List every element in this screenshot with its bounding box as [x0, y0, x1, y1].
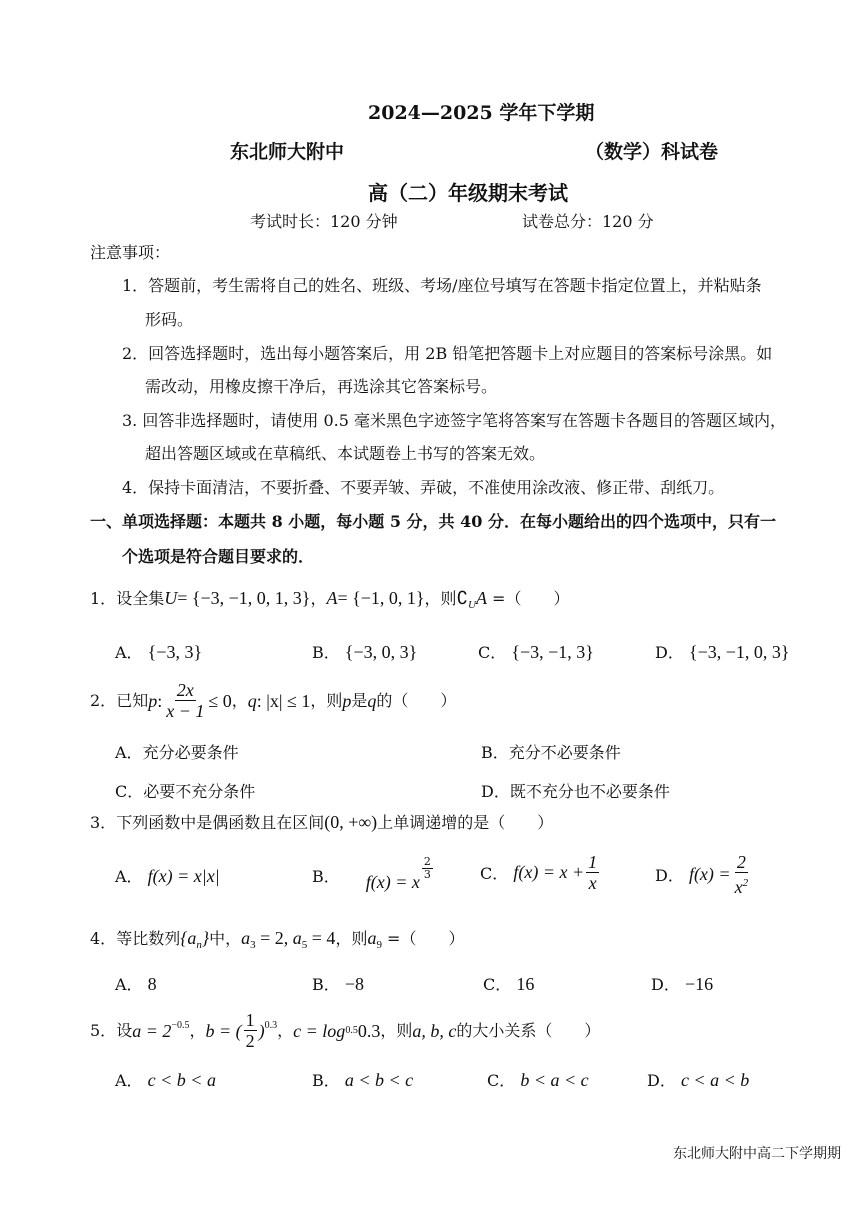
- question-1: [90, 588, 569, 615]
- option-value: {−3, −1, 3}: [511, 642, 594, 662]
- question-text: ，则: [310, 690, 343, 710]
- math-expr: b = (: [205, 1020, 242, 1041]
- option-value: c < a < b: [680, 1070, 750, 1090]
- question-text: 等比数列: [116, 929, 181, 948]
- math-expr: ≤ 0: [208, 690, 232, 711]
- fraction: [733, 852, 751, 897]
- option-label: B．: [312, 643, 340, 662]
- option-value: 16: [516, 974, 535, 994]
- q2-option-c[interactable]: [115, 779, 255, 802]
- note-2-line2: 需改动，用橡皮擦干净后，再选涂其它答案标号。: [145, 377, 498, 396]
- fraction-denominator: x − 1: [166, 701, 205, 721]
- question-text: 设全集: [116, 589, 165, 608]
- fraction-denominator: 3: [423, 868, 431, 881]
- note-3-line1: 3. 回答非选择题时，请使用 0.5 毫米黑色字迹签字笔将答案写在答题卡各题目的答题区域内，: [122, 411, 786, 430]
- math-var: A: [475, 588, 487, 608]
- school-name: 东北师大附中: [230, 141, 345, 163]
- math-expr: = {−3, −1, 0, 1, 3}: [177, 588, 311, 608]
- option-value: {−3, 3}: [147, 642, 203, 662]
- note-2-line1: 2．回答选择题时，选出每小题答案后，用 2B 铅笔把答题卡上对应题目的答案标号涂黑。如: [122, 344, 773, 363]
- option-label: C．: [480, 864, 509, 883]
- option-label: D．: [655, 866, 684, 885]
- math-var: U: [164, 588, 178, 608]
- page-footer: 东北师大附中高二下学期期: [673, 1146, 841, 1162]
- option-label: C．: [483, 975, 512, 994]
- q1-option-d[interactable]: [655, 640, 790, 663]
- q2-option-d[interactable]: [481, 779, 670, 802]
- option-value: f(x) = x: [365, 872, 420, 892]
- math-expr: 0.3: [357, 1020, 381, 1041]
- option-value: 必要不充分条件: [143, 782, 256, 801]
- exponent-fraction: [422, 856, 433, 881]
- question-text: 设: [116, 1020, 133, 1040]
- option-value: 既不充分也不必要条件: [509, 782, 670, 801]
- q5-option-c[interactable]: [487, 1068, 589, 1091]
- question-text: 的大小关系（ ）: [456, 1020, 601, 1040]
- note-3-line2: 超出答题区域或在草稿纸、本试题卷上书写的答案无效。: [145, 444, 546, 463]
- fraction-numerator: 1: [245, 1010, 255, 1030]
- math-expr: a = 2: [132, 1020, 172, 1041]
- subject-title: （数学）科试卷: [585, 141, 719, 163]
- q5-option-d[interactable]: [647, 1068, 749, 1091]
- option-value: −8: [344, 974, 365, 994]
- math-subscript: 9: [376, 939, 382, 952]
- question-number: 5．: [90, 1020, 117, 1040]
- option-label: A．: [115, 743, 143, 762]
- question-4: [90, 928, 464, 955]
- option-value: f(x) = x +: [513, 862, 585, 882]
- math-var: a: [292, 928, 302, 948]
- math-expr: = 4: [307, 928, 336, 948]
- option-label: C．: [478, 643, 507, 662]
- option-label: B．: [312, 975, 340, 994]
- option-label: A．: [115, 643, 143, 662]
- question-text: ，: [189, 1020, 206, 1040]
- question-text: 的（ ）: [376, 690, 457, 710]
- option-label: D．: [655, 643, 684, 662]
- question-number: 1．: [90, 589, 117, 608]
- grade-exam-title: 高（二）年级期末考试: [368, 181, 568, 205]
- q3-option-d[interactable]: [655, 852, 752, 897]
- q3-option-c[interactable]: [480, 852, 601, 893]
- q1-option-a[interactable]: [115, 640, 202, 663]
- math-expr: ): [258, 1020, 265, 1041]
- math-subscript: U: [468, 599, 476, 612]
- math-subscript: 0.5: [345, 1025, 358, 1036]
- q1-option-b[interactable]: [312, 640, 417, 663]
- question-number: 4．: [90, 929, 117, 948]
- option-label: C．: [487, 1071, 516, 1090]
- question-3: [90, 812, 553, 833]
- option-value: {−3, 0, 3}: [344, 642, 418, 662]
- q2-option-a[interactable]: [115, 740, 239, 763]
- note-4-line1: 4．保持卡面清洁，不要折叠、不要弄皱、弄破，不准使用涂改液、修正带、刮纸刀。: [122, 478, 725, 497]
- option-value: 8: [147, 974, 157, 994]
- option-value: {−3, −1, 0, 3}: [688, 642, 790, 662]
- q4-option-d[interactable]: [651, 972, 713, 995]
- math-var: q: [247, 690, 257, 711]
- math-var: a: [367, 928, 377, 948]
- exam-term: 2024—2025 学年下学期: [368, 102, 595, 124]
- option-label: D．: [651, 975, 680, 994]
- question-text: ，则: [335, 929, 368, 948]
- question-number: 3．: [90, 813, 117, 832]
- exam-duration: 考试时长：120 分钟: [250, 212, 398, 231]
- q4-option-b[interactable]: [312, 972, 364, 995]
- math-subscript: 5: [301, 939, 308, 952]
- fraction: [244, 1010, 257, 1051]
- option-value: b < a < c: [520, 1070, 589, 1090]
- fraction-denominator: [733, 873, 751, 897]
- option-label: A．: [115, 975, 143, 994]
- question-text: =（ ）: [486, 589, 570, 608]
- question-number: 2．: [90, 690, 117, 710]
- section-heading-line2: 个选项是符合题目要求的．: [122, 547, 315, 566]
- option-label: D．: [481, 782, 510, 801]
- fraction-numerator: 2: [736, 852, 746, 872]
- option-label: A．: [115, 867, 143, 886]
- math-expr: }: [201, 928, 210, 948]
- math-expr: : |x| ≤ 1: [256, 690, 311, 711]
- math-var: a, b, c: [412, 1020, 457, 1041]
- math-subscript: 3: [250, 939, 256, 952]
- question-5: [90, 1010, 600, 1051]
- fraction-numerator: 2: [423, 855, 431, 868]
- notes-title: 注意事项：: [90, 243, 171, 262]
- math-expr: = {−1, 0, 1}: [337, 588, 425, 608]
- math-var: p: [148, 690, 158, 711]
- q5-option-b[interactable]: [312, 1068, 413, 1091]
- question-text: ，: [310, 589, 327, 608]
- math-exponent: 0.3: [264, 1020, 278, 1031]
- q5-option-a[interactable]: [115, 1068, 216, 1091]
- fraction-denominator: x: [588, 873, 597, 893]
- math-var: A: [326, 588, 338, 608]
- option-value: −16: [684, 974, 714, 994]
- math-var: a: [241, 928, 251, 948]
- question-text: 下列函数中是偶函数且在区间: [116, 813, 325, 832]
- question-text: 已知: [116, 690, 149, 710]
- question-text: 上单调递增的是（ ）: [377, 813, 554, 832]
- q2-option-b[interactable]: [481, 740, 621, 763]
- math-exponent: −0.5: [171, 1020, 190, 1031]
- q3-option-b[interactable]: [312, 856, 435, 893]
- math-subscript: n: [196, 939, 202, 952]
- option-value: 充分不必要条件: [508, 743, 621, 762]
- question-text: 是: [351, 690, 368, 710]
- option-label: A．: [115, 1071, 143, 1090]
- q3-option-a[interactable]: [115, 864, 220, 887]
- math-expr: c = log: [293, 1020, 346, 1041]
- math-colon: :: [157, 690, 163, 711]
- option-value: f(x) =: [688, 864, 731, 884]
- fraction-numerator: 2x: [176, 680, 194, 700]
- option-label: C．: [115, 782, 144, 801]
- note-1-line2: 形码。: [145, 310, 194, 329]
- q1-option-c[interactable]: [478, 640, 594, 663]
- option-label: B．: [481, 743, 509, 762]
- q4-option-a[interactable]: [115, 972, 157, 995]
- math-expr: {a: [180, 928, 197, 948]
- option-label: B．: [312, 867, 340, 886]
- fraction: [164, 680, 206, 721]
- option-value: c < b < a: [147, 1070, 216, 1090]
- denominator-exponent: 2: [742, 877, 749, 889]
- math-var: p: [342, 690, 352, 711]
- interval: (0, +∞): [324, 812, 378, 832]
- fraction: [586, 852, 599, 893]
- q4-option-c[interactable]: [483, 972, 534, 995]
- math-expr: = 2,: [255, 928, 293, 948]
- section-heading-line1: 一、单项选择题：本题共 8 小题，每小题 5 分，共 40 分．在每小题给出的四个选项中，只有一: [90, 512, 776, 531]
- question-text: ，则: [424, 589, 457, 608]
- option-value: 充分必要条件: [142, 743, 239, 762]
- math-var: q: [367, 690, 377, 711]
- question-text: ，则: [380, 1020, 413, 1040]
- fraction-denominator: 2: [245, 1031, 255, 1051]
- complement-symbol: ∁: [456, 588, 469, 608]
- option-label: B．: [312, 1071, 340, 1090]
- exam-total-score: 试卷总分：120 分: [522, 212, 654, 231]
- denominator-base: x: [734, 877, 743, 897]
- option-value: f(x) = x|x|: [147, 866, 220, 886]
- note-1-line1: 1．答题前，考生需将自己的姓名、班级、考场/座位号填写在答题卡指定位置上，并粘贴条: [122, 276, 762, 295]
- question-text: ，: [277, 1020, 294, 1040]
- question-text: 中，: [209, 929, 242, 948]
- question-text: ，: [231, 690, 248, 710]
- fraction-numerator: 1: [588, 852, 598, 872]
- option-value: a < b < c: [344, 1070, 414, 1090]
- option-label: D．: [647, 1071, 676, 1090]
- question-2: [90, 680, 456, 721]
- question-text: =（ ）: [381, 929, 465, 948]
